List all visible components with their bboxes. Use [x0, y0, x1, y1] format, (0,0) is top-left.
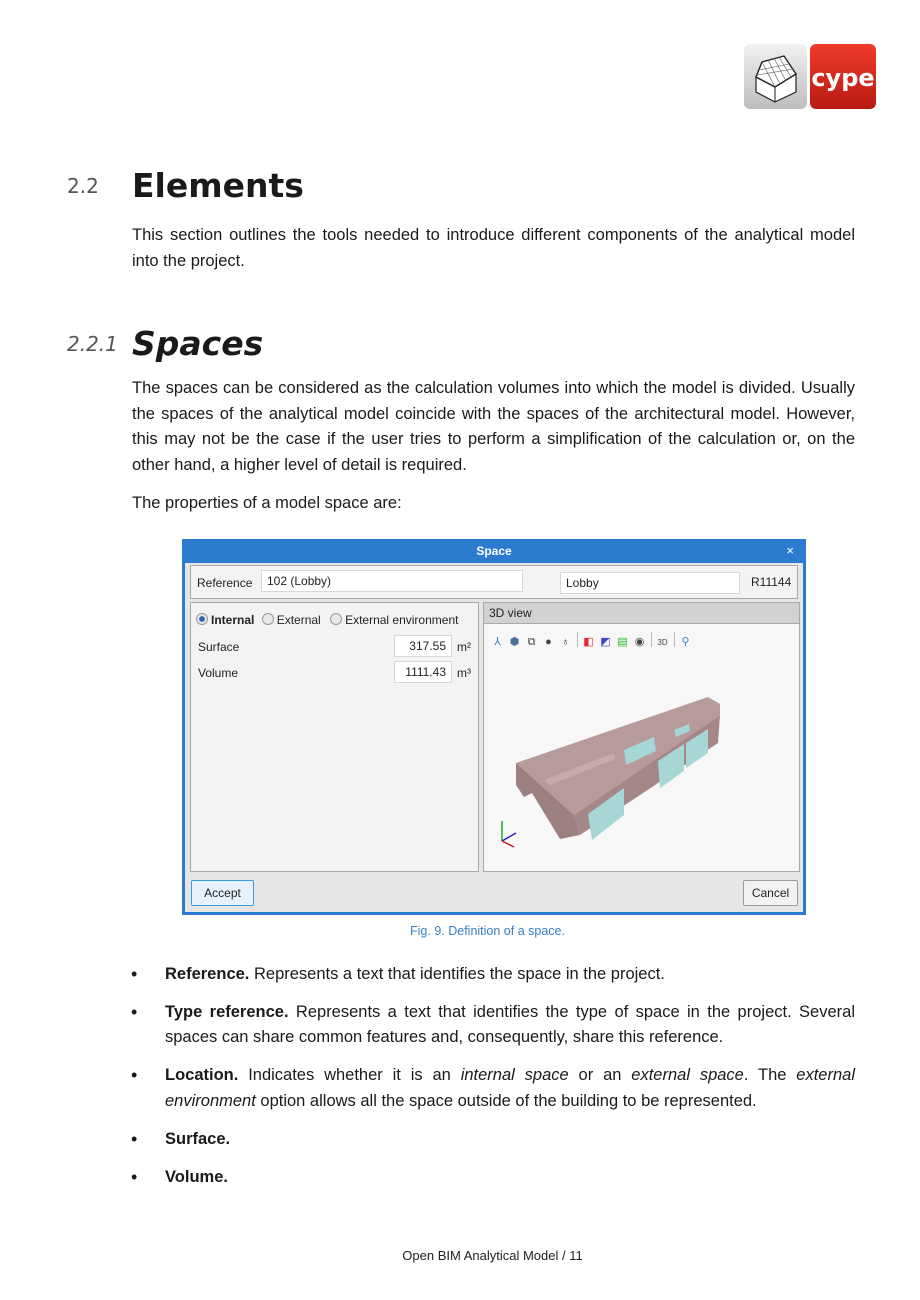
section-heading [67, 166, 855, 206]
volume-input[interactable]: 1111.43 [394, 661, 452, 683]
reference-label: Reference [197, 575, 253, 590]
bullet-icon: • [131, 1128, 138, 1149]
space-dialog [182, 539, 806, 915]
section-intro: This section outlines the tools needed to introduce different components of the analytical model into the project. [132, 226, 855, 270]
properties-intro: The properties of a model space are: [132, 494, 402, 512]
page-footer: Open BIM Analytical Model / 11 [402, 1248, 583, 1263]
reference-input[interactable]: 102 (Lobby) [261, 570, 523, 592]
orbit-icon[interactable]: ● [545, 635, 552, 648]
volume-label: Volume [198, 665, 239, 680]
section-number: 2.2 [67, 174, 99, 198]
location-radio-group [196, 613, 458, 627]
accept-button[interactable]: Accept [191, 880, 254, 906]
bullet-icon: • [131, 963, 138, 984]
rotate-view-icon[interactable]: ⧉ [527, 635, 536, 648]
subsection-number: 2.2.1 [67, 332, 118, 356]
3d-view-panel [483, 602, 800, 872]
reference-row [190, 565, 798, 599]
zoom-icon[interactable]: ⚲ [681, 635, 690, 648]
radio-external[interactable]: External [262, 613, 321, 627]
subsection-title: Spaces [132, 324, 264, 363]
section-z-icon[interactable]: ▤ [617, 635, 628, 648]
surface-input[interactable]: 317.55 [394, 635, 452, 657]
axes-icon[interactable]: ⅄ [494, 635, 501, 648]
subsection-paragraph: The spaces can be considered as the calculation volumes into which the model is divided. Usually the spaces of the analytical model coincide with the spaces of the architectural model. However, this may not be the case if the user tries to perform a simplification of the calculation or, on the other hand, a higher level of detail is required. [132, 379, 855, 474]
space-id: R11144 [751, 574, 792, 589]
content-column [67, 166, 855, 1203]
surface-unit: m² [457, 639, 471, 654]
section-title: Elements [132, 166, 304, 205]
bullet-type-reference: • Type reference. Represents a text that identifies the type of space in the project. Several spaces can share common features and, consequently, share this reference. [131, 1001, 855, 1046]
3d-model-view[interactable] [484, 625, 799, 871]
visibility-icon[interactable]: ◉ [634, 635, 645, 648]
solid-view-icon[interactable]: ⬢ [509, 635, 520, 648]
bullet-icon: • [131, 1166, 138, 1187]
bullet-icon: • [131, 1065, 138, 1085]
3d-pan-icon[interactable]: 3D [657, 637, 668, 647]
bullet-icon: • [131, 1001, 138, 1022]
volume-unit: m³ [457, 665, 471, 680]
surface-label: Surface [198, 639, 240, 654]
close-icon[interactable]: × [786, 542, 794, 558]
radio-internal[interactable]: Internal [196, 613, 254, 627]
bullet-reference: • Reference. Represents a text that identifies the space in the project. [132, 962, 855, 988]
radio-external-environment[interactable]: External environment [330, 613, 458, 627]
bullet-surface: • Surface. [132, 1127, 855, 1153]
figure-caption: Fig. 9. Definition of a space. [410, 923, 565, 938]
bullet-location: • Location. Indicates whether it is an internal space or an external space. The external environment option allows all the space outside of the building to be represented. [131, 1065, 855, 1110]
spin-icon[interactable]: ♁ [561, 635, 570, 648]
svg-text:cype: cype [811, 64, 875, 92]
cype-logo [744, 44, 876, 109]
properties-list [132, 962, 855, 1191]
subsection-heading [67, 324, 855, 364]
bullet-volume: • Volume. [132, 1165, 855, 1191]
cancel-button[interactable]: Cancel [743, 880, 798, 906]
properties-panel [190, 602, 479, 872]
section-y-icon[interactable]: ◩ [600, 635, 611, 648]
3d-view-header: 3D view [484, 603, 799, 624]
section-x-icon[interactable]: ◧ [583, 635, 594, 648]
dialog-title: Space [476, 543, 512, 558]
type-reference-input[interactable]: Lobby [560, 572, 740, 594]
dialog-body [185, 563, 803, 912]
